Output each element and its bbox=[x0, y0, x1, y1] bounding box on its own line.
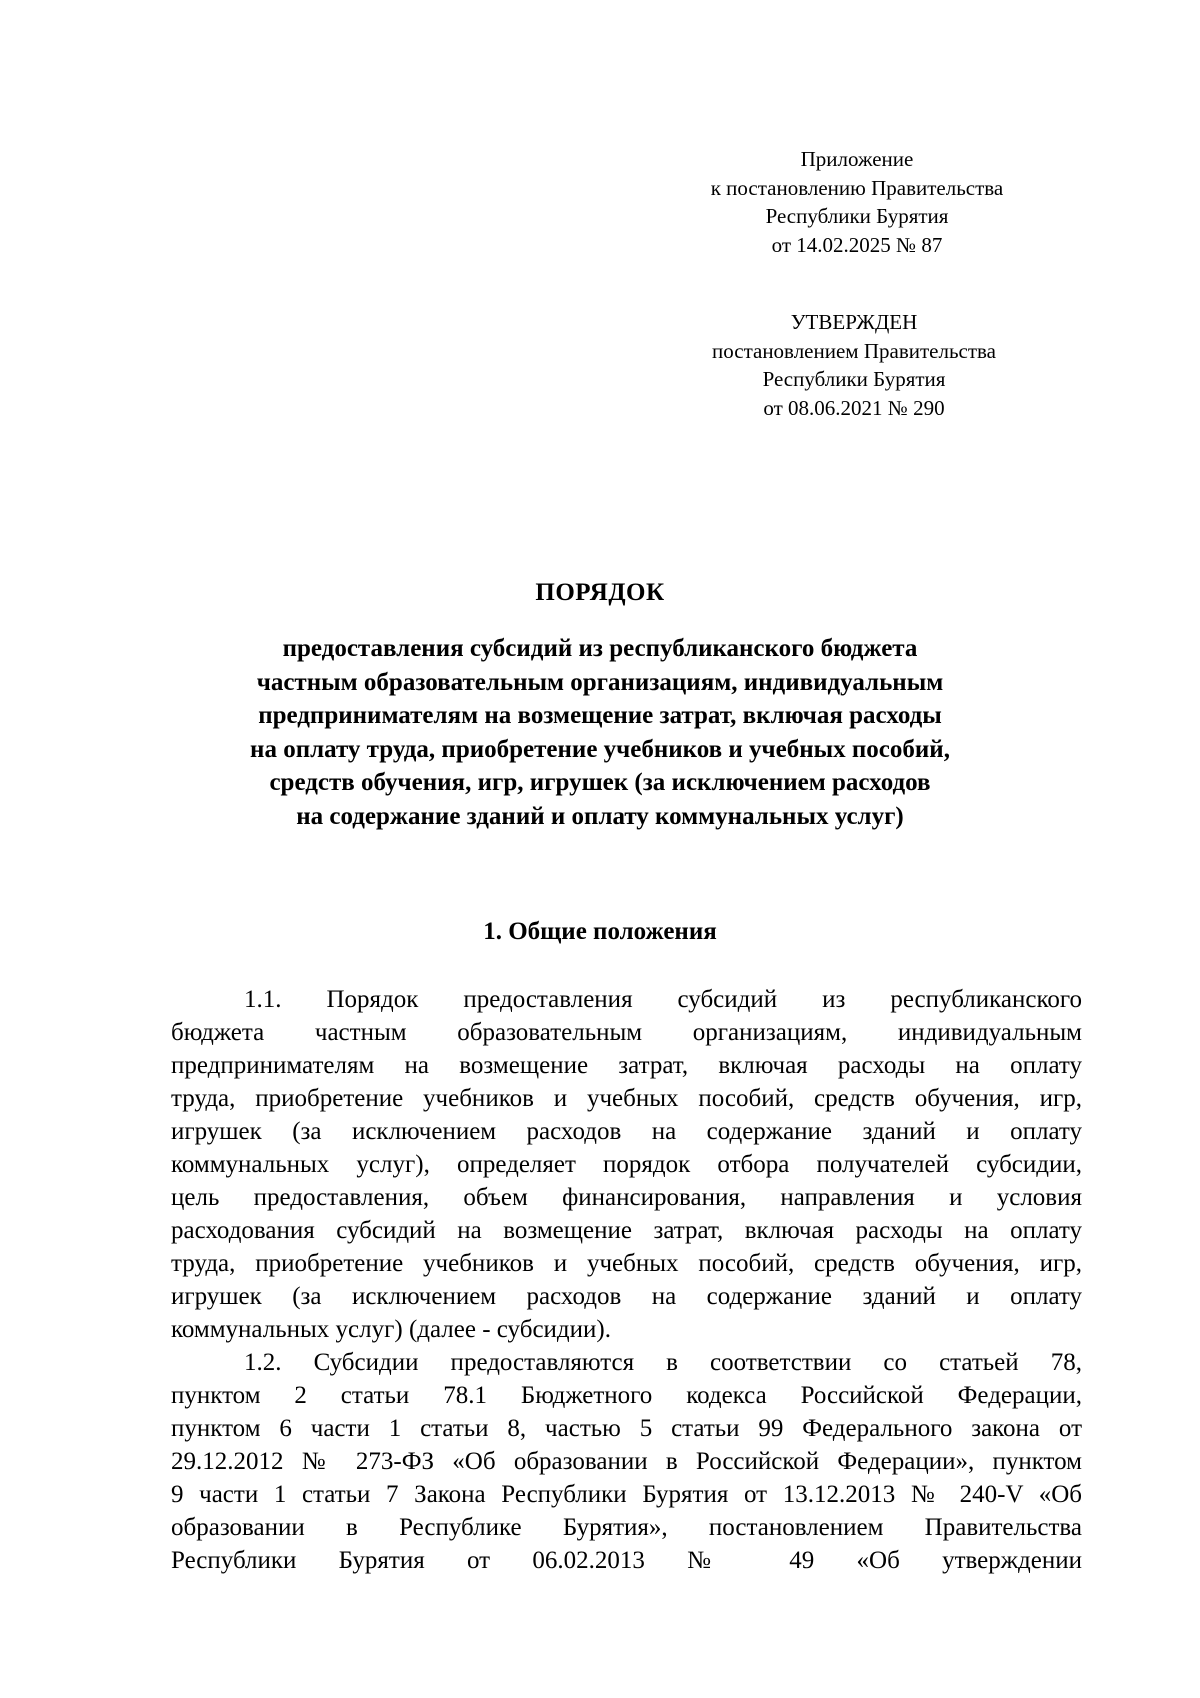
paragraph-line: 29.12.2012 № 273-ФЗ «Об образовании в Российской Федерации», пунктом bbox=[171, 1448, 1082, 1475]
subtitle-line: на оплату труда, приобретение учебников и учебных пособий, bbox=[250, 735, 950, 763]
paragraph-line: пунктом 2 статьи 78.1 Бюджетного кодекса Российской Федерации, bbox=[171, 1382, 1082, 1409]
approved-republic-line: Республики Бурятия bbox=[762, 367, 946, 391]
paragraph-line: пунктом 6 части 1 статьи 8, частью 5 статьи 99 Федерального закона от bbox=[171, 1415, 1082, 1442]
paragraph-line: 1.1. Порядок предоставления субсидий из республиканского bbox=[244, 986, 1082, 1013]
annex-reference-block bbox=[677, 145, 1037, 259]
subtitle-line: на содержание зданий и оплату коммунальных услуг) bbox=[296, 802, 904, 830]
paragraph-line: игрушек (за исключением расходов на содержание зданий и оплату bbox=[171, 1283, 1082, 1310]
paragraph-line: коммунальных услуг) (далее - субсидии). bbox=[171, 1316, 611, 1343]
document-subtitle bbox=[100, 632, 1100, 833]
paragraph-1-2 bbox=[171, 1346, 1082, 1577]
paragraph-line: коммунальных услуг), определяет порядок отбора получателей субсидии, bbox=[171, 1151, 1082, 1178]
annex-label: Приложение bbox=[800, 147, 914, 171]
paragraph-line: цель предоставления, объем финансирования, направления и условия bbox=[171, 1184, 1082, 1211]
paragraph-line: 1.2. Субсидии предоставляются в соответствии со статьей 78, bbox=[244, 1349, 1082, 1376]
paragraph-1-1 bbox=[171, 983, 1082, 1346]
paragraph-line: расходования субсидий на возмещение затрат, включая расходы на оплату bbox=[171, 1217, 1082, 1244]
paragraph-line: бюджета частным образовательным организациям, индивидуальным bbox=[171, 1019, 1082, 1046]
paragraph-line: труда, приобретение учебников и учебных пособий, средств обучения, игр, bbox=[171, 1085, 1082, 1112]
paragraph-line: 9 части 1 статьи 7 Закона Республики Бурятия от 13.12.2013 № 240-V «Об bbox=[171, 1481, 1082, 1508]
annex-date-number: от 14.02.2025 № 87 bbox=[771, 232, 943, 257]
subtitle-line: предоставления субсидий из республиканского бюджета bbox=[282, 635, 918, 662]
paragraph-line: предпринимателям на возмещение затрат, включая расходы на оплату bbox=[171, 1052, 1082, 1079]
subtitle-line: средств обучения, игр, игрушек (за исключением расходов bbox=[269, 769, 931, 796]
paragraph-line: образовании в Республике Бурятия», постановлением Правительства bbox=[171, 1514, 1082, 1541]
approved-resolution-line: постановлением Правительства bbox=[711, 338, 996, 363]
annex-republic-line: Республики Бурятия bbox=[765, 204, 949, 228]
approval-reference-block bbox=[674, 308, 1034, 422]
paragraph-line: игрушек (за исключением расходов на содержание зданий и оплату bbox=[171, 1118, 1082, 1145]
annex-resolution-line: к постановлению Правительства bbox=[710, 175, 1004, 200]
subtitle-line: предпринимателям на возмещение затрат, включая расходы bbox=[258, 702, 942, 729]
subtitle-line: частным образовательным организациям, индивидуальным bbox=[256, 668, 944, 696]
paragraph-line: труда, приобретение учебников и учебных пособий, средств обучения, игр, bbox=[171, 1250, 1082, 1277]
section-heading: 1. Общие положения bbox=[483, 918, 717, 945]
paragraph-line: Республики Бурятия от 06.02.2013 № 49 «Об утверждении bbox=[171, 1547, 1082, 1574]
approved-label: УТВЕРЖДЕН bbox=[790, 310, 918, 334]
document-title: ПОРЯДОК bbox=[535, 579, 665, 606]
approved-date-number: от 08.06.2021 № 290 bbox=[763, 395, 945, 420]
